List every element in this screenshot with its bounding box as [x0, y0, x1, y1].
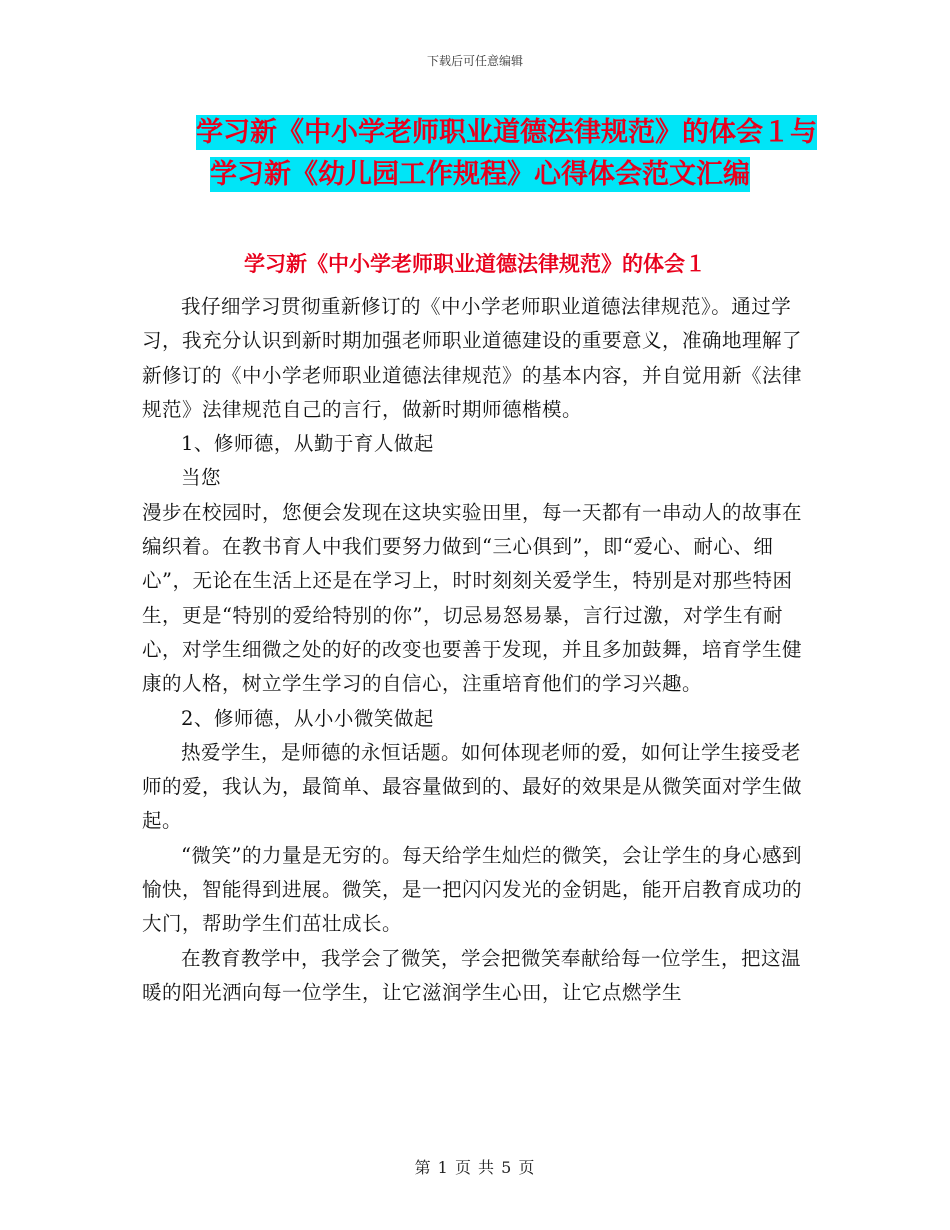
paragraph-smile: “微笑”的力量是无穷的。每天给学生灿烂的微笑，会让学生的身心感到愉快，智能得到进展。微笑，是一把闪闪发光的金钥匙，能开启教育成功的大门，帮助学生们茁壮成长。	[142, 843, 803, 936]
paragraph-fragment: 当您	[181, 466, 222, 490]
section-title: 学习新《中小学老师职业道德法律规范》的体会１	[244, 252, 706, 276]
title-highlight-2: 学习新《幼儿园工作规程》心得体会范文汇编	[210, 159, 750, 190]
page-header: 下载后可任意编辑	[426, 54, 523, 68]
subheading-1: 1、修师德，从勤于育人做起	[181, 432, 434, 456]
title-highlight-1: 学习新《中小学老师职业道德法律规范》的体会１与	[196, 117, 817, 148]
document-title-line-2	[210, 152, 890, 191]
subheading-2: 2、修师德，从小小微笑做起	[181, 706, 434, 730]
document-body	[142, 290, 810, 1010]
document-title-line-1	[196, 110, 876, 149]
paragraph-teaching: 在教育教学中，我学会了微笑，学会把微笑奉献给每一位学生，把这温暖的阳光洒向每一位学生，让它滋润学生心田，让它点燃学生	[142, 946, 802, 1004]
page-footer: 第 1 页 共 5 页	[414, 1158, 536, 1177]
paragraph-love: 热爱学生，是师德的永恒话题。如何体现老师的爱，如何让学生接受老师的爱，我认为，最简单、最容量做到的、最好的效果是从微笑面对学生做起。	[142, 740, 803, 833]
paragraph-intro: 我仔细学习贯彻重新修订的《中小学老师职业道德法律规范》。通过学习，我充分认识到新时期加强老师职业道德建设的重要意义，准确地理解了新修订的《中小学老师职业道德法律规范》的基本内容，并自觉用新《法律规范》法律规范自己的言行，做新时期师德楷模。	[142, 295, 803, 421]
paragraph-campus: 漫步在校园时，您便会发现在这块实验田里，每一天都有一串动人的故事在编织着。在教书育人中我们要努力做到“三心俱到”，即“爱心、耐心、细心”，无论在生活上还是在学习上，时时刻刻关爱学生，特别是对那些特困生，更是“特别的爱给特别的你”，切忌易怒易暴，言行过激，对学生有耐心，对学生细微之处的好的改变也要善于发现，并且多加鼓舞，培育学生健康的人格，树立学生学习的自信心，注重培育他们的学习兴趣。	[142, 500, 803, 696]
